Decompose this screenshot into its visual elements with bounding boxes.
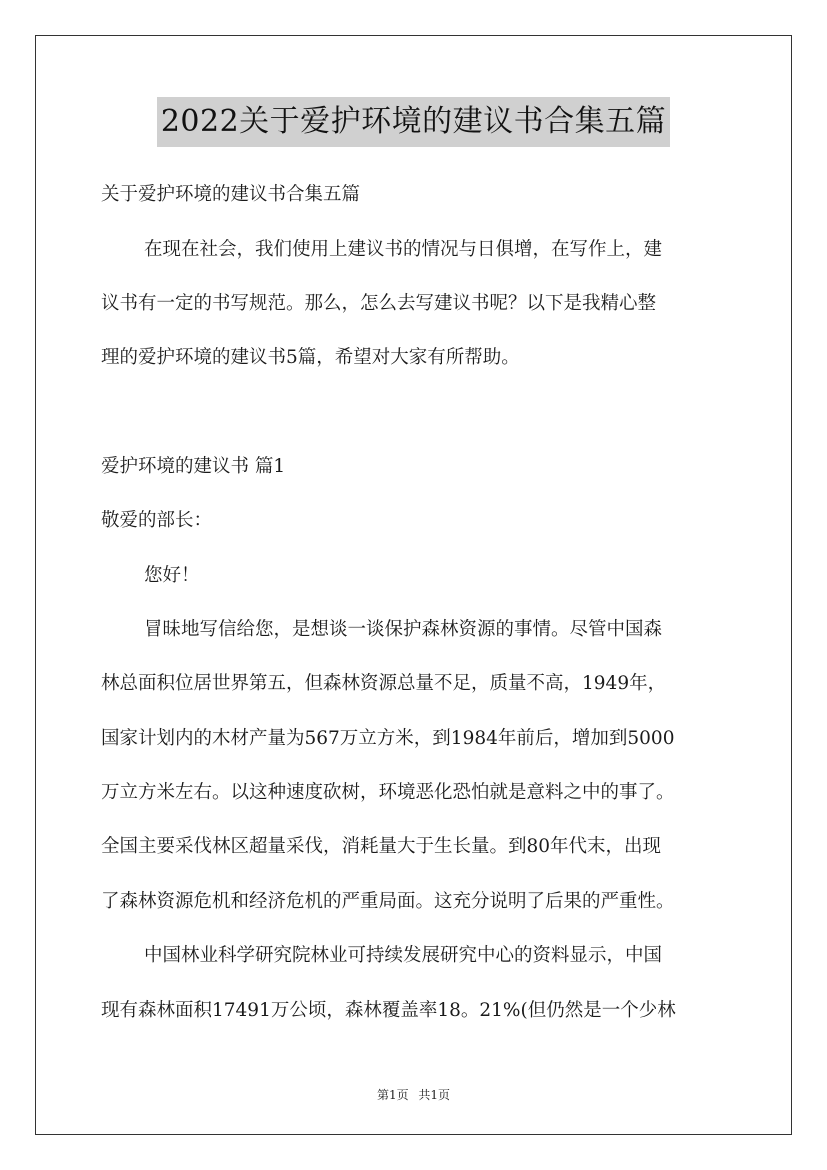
- greeting-line: 您好！: [144, 565, 200, 586]
- paragraph-line: 了森林资源危机和经济危机的严重局面。这充分说明了后果的严重性。: [101, 891, 675, 912]
- title-wrap: [0, 97, 827, 147]
- document-title: 2022关于爱护环境的建议书合集五篇: [157, 97, 670, 147]
- paragraph-line: 国家计划内的木材产量为567万立方米，到1984年前后，增加到5000: [101, 728, 675, 749]
- paragraph-line: 全国主要采伐林区超量采伐，消耗量大于生长量。到80年代末，出现: [101, 836, 662, 857]
- paragraph-line: 议书有一定的书写规范。那么，怎么去写建议书呢？以下是我精心整: [101, 293, 657, 314]
- paragraph-line: 理的爱护环境的建议书5篇，希望对大家有所帮助。: [101, 347, 520, 368]
- salutation-line: 敬爱的部长：: [101, 510, 213, 531]
- page-number: 第1页: [376, 1088, 409, 1102]
- page-total: 共1页: [418, 1088, 451, 1102]
- paragraph-line: 在现在社会，我们使用上建议书的情况与日俱增，在写作上，建: [144, 239, 663, 260]
- paragraph-line: 现有森林面积17491万公顷，森林覆盖率18。21%(但仍然是一个少林: [101, 1000, 676, 1021]
- section-heading: 爱护环境的建议书 篇1: [101, 456, 286, 477]
- paragraph-line: 万立方米左右。以这种速度砍树，环境恶化恐怕就是意料之中的事了。: [101, 782, 675, 803]
- paragraph-line: 中国林业科学研究院林业可持续发展研究中心的资料显示，中国: [144, 945, 663, 966]
- paragraph-line: 冒昧地写信给您，是想谈一谈保护森林资源的事情。尽管中国森: [144, 619, 663, 640]
- paragraph-line: 林总面积位居世界第五，但森林资源总量不足，质量不高，1949年，: [101, 673, 667, 694]
- subtitle-line: 关于爱护环境的建议书合集五篇: [101, 184, 361, 205]
- page-footer: [0, 1086, 827, 1103]
